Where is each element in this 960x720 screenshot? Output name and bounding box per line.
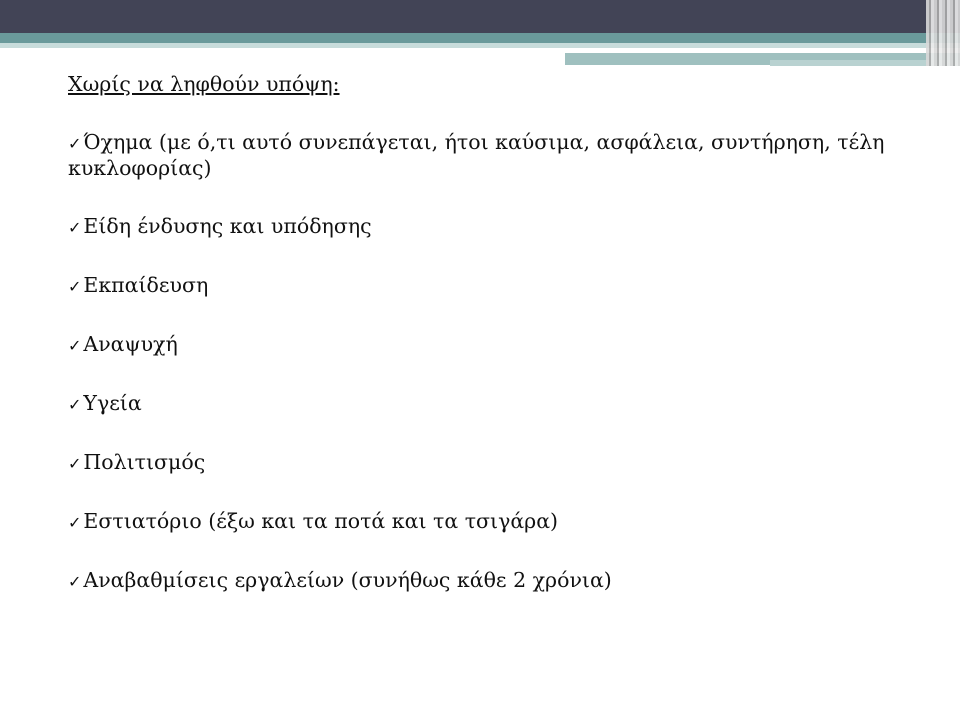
list-item-text: Αναβαθμίσεις εργαλείων (συνήθως κάθε 2 χρόνια) [83, 568, 612, 592]
list-item [68, 391, 888, 417]
list-item-text: Πολιτισμός [83, 450, 206, 474]
list-item [68, 568, 888, 594]
list-item-text: Εστιατόριο (έξω και τα ποτά και τα τσιγάρα) [83, 509, 559, 533]
header-stripes-decoration [926, 0, 960, 66]
list-item-text: Υγεία [83, 391, 142, 415]
slide-content [68, 72, 888, 627]
list-item [68, 273, 888, 299]
list-item [68, 214, 888, 240]
checkmark-icon: ✓ [68, 277, 82, 296]
checkmark-icon: ✓ [68, 395, 82, 414]
checkmark-icon: ✓ [68, 134, 82, 153]
checkmark-icon: ✓ [68, 454, 82, 473]
slide-heading: Χωρίς να ληφθούν υπόψη: [68, 72, 340, 96]
list-item [68, 509, 888, 535]
list-item-text: Αναψυχή [83, 332, 178, 356]
list-item [68, 450, 888, 476]
list-item [68, 332, 888, 358]
header-band-teal-light [0, 43, 960, 48]
list-item [68, 130, 888, 181]
checkmark-icon: ✓ [68, 218, 82, 237]
list-item-text: Εκπαίδευση [83, 273, 209, 297]
list-item-text: Όχημα (με ό,τι αυτό συνεπάγεται, ήτοι καύσιμα, ασφάλεια, συντήρηση, τέλη κυκλοφορίας) [68, 130, 885, 180]
checkmark-icon: ✓ [68, 336, 82, 355]
checkmark-icon: ✓ [68, 513, 82, 532]
header-band-teal [0, 33, 960, 43]
checkmark-icon: ✓ [68, 572, 82, 591]
header-band-dark [0, 0, 960, 33]
list-item-text: Είδη ένδυσης και υπόδησης [83, 214, 372, 238]
